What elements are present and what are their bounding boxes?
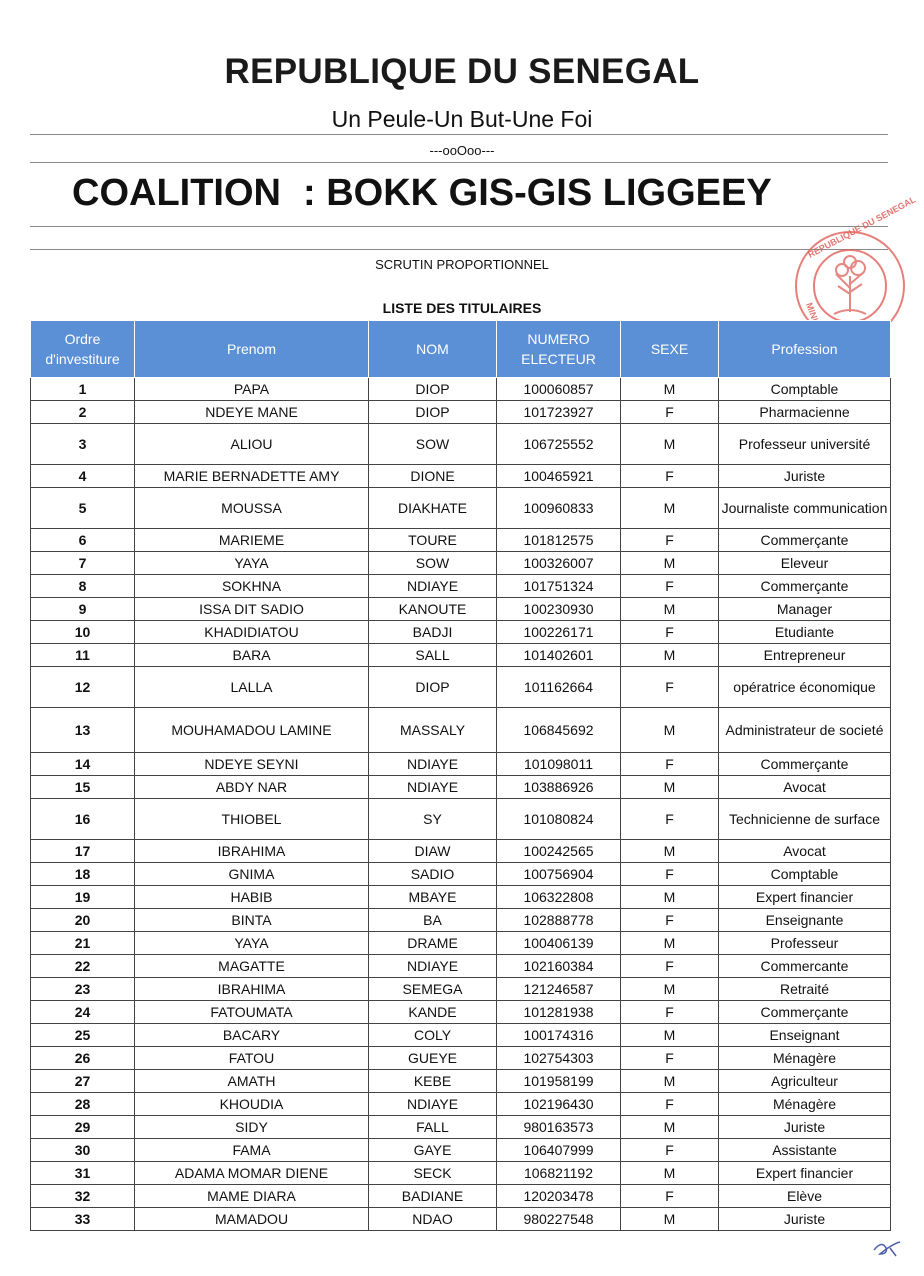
table-row bbox=[31, 667, 891, 708]
initials-mark bbox=[870, 1236, 906, 1258]
cell-sexe: M bbox=[621, 598, 719, 621]
cell-profession: Expert financier bbox=[719, 1162, 891, 1185]
cell-prenom: THIOBEL bbox=[135, 799, 369, 840]
cell-nom: FALL bbox=[369, 1116, 497, 1139]
table-row bbox=[31, 598, 891, 621]
cell-sexe: F bbox=[621, 1047, 719, 1070]
cell-profession: Ménagère bbox=[719, 1093, 891, 1116]
cell-prenom: PAPA bbox=[135, 378, 369, 401]
cell-sexe: M bbox=[621, 840, 719, 863]
table-row bbox=[31, 1139, 891, 1162]
cell-numero: 100406139 bbox=[497, 932, 621, 955]
cell-nom: SADIO bbox=[369, 863, 497, 886]
cell-ordre: 33 bbox=[31, 1208, 135, 1231]
cell-ordre: 23 bbox=[31, 978, 135, 1001]
table-row bbox=[31, 488, 891, 529]
cell-numero: 101098011 bbox=[497, 753, 621, 776]
cell-profession: Journaliste communication bbox=[719, 488, 891, 529]
cell-sexe: F bbox=[621, 753, 719, 776]
cell-sexe: F bbox=[621, 667, 719, 708]
cell-numero: 102196430 bbox=[497, 1093, 621, 1116]
cell-numero: 100960833 bbox=[497, 488, 621, 529]
cell-ordre: 27 bbox=[31, 1070, 135, 1093]
cell-numero: 101958199 bbox=[497, 1070, 621, 1093]
cell-profession: Avocat bbox=[719, 776, 891, 799]
cell-nom: BADJI bbox=[369, 621, 497, 644]
cell-ordre: 4 bbox=[31, 465, 135, 488]
cell-numero: 101812575 bbox=[497, 529, 621, 552]
cell-profession: Comptable bbox=[719, 378, 891, 401]
col-header-numero: NUMERO ELECTEUR bbox=[497, 321, 621, 378]
table-row bbox=[31, 1047, 891, 1070]
cell-prenom: IBRAHIMA bbox=[135, 840, 369, 863]
cell-prenom: KHOUDIA bbox=[135, 1093, 369, 1116]
cell-profession: Manager bbox=[719, 598, 891, 621]
cell-nom: BA bbox=[369, 909, 497, 932]
table-row bbox=[31, 644, 891, 667]
cell-numero: 102754303 bbox=[497, 1047, 621, 1070]
cell-sexe: F bbox=[621, 1139, 719, 1162]
cell-sexe: M bbox=[621, 378, 719, 401]
cell-sexe: F bbox=[621, 621, 719, 644]
cell-ordre: 25 bbox=[31, 1024, 135, 1047]
cell-sexe: F bbox=[621, 575, 719, 598]
cell-numero: 106821192 bbox=[497, 1162, 621, 1185]
cell-ordre: 6 bbox=[31, 529, 135, 552]
cell-ordre: 26 bbox=[31, 1047, 135, 1070]
cell-nom: NDIAYE bbox=[369, 1093, 497, 1116]
cell-sexe: F bbox=[621, 799, 719, 840]
cell-sexe: M bbox=[621, 1162, 719, 1185]
divider bbox=[30, 226, 888, 227]
cell-profession: Professeur université bbox=[719, 424, 891, 465]
cell-ordre: 12 bbox=[31, 667, 135, 708]
cell-profession: Agriculteur bbox=[719, 1070, 891, 1093]
scrutin-type: SCRUTIN PROPORTIONNEL bbox=[375, 257, 549, 272]
cell-profession: Juriste bbox=[719, 1208, 891, 1231]
cell-prenom: BARA bbox=[135, 644, 369, 667]
cell-prenom: FATOU bbox=[135, 1047, 369, 1070]
cell-prenom: ISSA DIT SADIO bbox=[135, 598, 369, 621]
cell-profession: Enseignant bbox=[719, 1024, 891, 1047]
cell-nom: NDIAYE bbox=[369, 753, 497, 776]
cell-ordre: 21 bbox=[31, 932, 135, 955]
cell-ordre: 17 bbox=[31, 840, 135, 863]
table-row bbox=[31, 621, 891, 644]
cell-numero: 101751324 bbox=[497, 575, 621, 598]
cell-prenom: NDEYE SEYNI bbox=[135, 753, 369, 776]
cell-nom: SOW bbox=[369, 424, 497, 465]
cell-sexe: M bbox=[621, 886, 719, 909]
cell-prenom: FAMA bbox=[135, 1139, 369, 1162]
cell-prenom: YAYA bbox=[135, 552, 369, 575]
cell-profession: Etudiante bbox=[719, 621, 891, 644]
coalition-name: : BOKK GIS-GIS LIGGEEY bbox=[302, 172, 772, 214]
table-row bbox=[31, 1070, 891, 1093]
cell-prenom: BINTA bbox=[135, 909, 369, 932]
cell-numero: 100060857 bbox=[497, 378, 621, 401]
table-row bbox=[31, 378, 891, 401]
list-title: LISTE DES TITULAIRES bbox=[382, 300, 542, 316]
cell-nom: DIAW bbox=[369, 840, 497, 863]
cell-profession: Commerçante bbox=[719, 575, 891, 598]
cell-numero: 103886926 bbox=[497, 776, 621, 799]
table-row bbox=[31, 863, 891, 886]
cell-prenom: FATOUMATA bbox=[135, 1001, 369, 1024]
cell-nom: TOURE bbox=[369, 529, 497, 552]
cell-prenom: BACARY bbox=[135, 1024, 369, 1047]
cell-nom: KANOUTE bbox=[369, 598, 497, 621]
cell-profession: Entrepreneur bbox=[719, 644, 891, 667]
cell-profession: Avocat bbox=[719, 840, 891, 863]
cell-sexe: F bbox=[621, 529, 719, 552]
table-row bbox=[31, 575, 891, 598]
table-row bbox=[31, 1024, 891, 1047]
cell-numero: 106407999 bbox=[497, 1139, 621, 1162]
cell-sexe: M bbox=[621, 1208, 719, 1231]
cell-ordre: 20 bbox=[31, 909, 135, 932]
col-header-prenom: Prenom bbox=[135, 321, 369, 378]
cell-sexe: M bbox=[621, 1024, 719, 1047]
table-row bbox=[31, 424, 891, 465]
cell-profession: Juriste bbox=[719, 465, 891, 488]
cell-sexe: F bbox=[621, 401, 719, 424]
table-row bbox=[31, 932, 891, 955]
cell-numero: 100242565 bbox=[497, 840, 621, 863]
cell-ordre: 3 bbox=[31, 424, 135, 465]
cell-numero: 100326007 bbox=[497, 552, 621, 575]
cell-prenom: YAYA bbox=[135, 932, 369, 955]
cell-profession: Technicienne de surface bbox=[719, 799, 891, 840]
cell-profession: Eleveur bbox=[719, 552, 891, 575]
cell-ordre: 10 bbox=[31, 621, 135, 644]
cell-sexe: M bbox=[621, 978, 719, 1001]
cell-profession: Assistante bbox=[719, 1139, 891, 1162]
cell-ordre: 16 bbox=[31, 799, 135, 840]
cell-prenom: IBRAHIMA bbox=[135, 978, 369, 1001]
cell-numero: 100756904 bbox=[497, 863, 621, 886]
cell-numero: 121246587 bbox=[497, 978, 621, 1001]
cell-nom: COLY bbox=[369, 1024, 497, 1047]
cell-prenom: MAMADOU bbox=[135, 1208, 369, 1231]
cell-prenom: HABIB bbox=[135, 886, 369, 909]
table-row bbox=[31, 1116, 891, 1139]
cell-sexe: M bbox=[621, 776, 719, 799]
cell-profession: Pharmacienne bbox=[719, 401, 891, 424]
divider bbox=[30, 249, 888, 250]
cell-nom: DIOP bbox=[369, 401, 497, 424]
cell-numero: 101080824 bbox=[497, 799, 621, 840]
cell-profession: Administrateur de societé bbox=[719, 708, 891, 753]
divider bbox=[30, 134, 888, 135]
cell-sexe: M bbox=[621, 1070, 719, 1093]
cell-numero: 980227548 bbox=[497, 1208, 621, 1231]
cell-nom: KANDE bbox=[369, 1001, 497, 1024]
cell-numero: 101402601 bbox=[497, 644, 621, 667]
table-row bbox=[31, 776, 891, 799]
cell-sexe: M bbox=[621, 424, 719, 465]
col-header-ordre: Ordre d'investiture bbox=[31, 321, 135, 378]
svg-text:REPUBLIQUE DU SENEGAL: REPUBLIQUE DU SENEGAL bbox=[806, 194, 918, 260]
cell-nom: DIOP bbox=[369, 667, 497, 708]
cell-prenom: ADAMA MOMAR DIENE bbox=[135, 1162, 369, 1185]
table-row bbox=[31, 978, 891, 1001]
separator-mark: ---ooOoo--- bbox=[429, 143, 495, 158]
coalition-heading bbox=[72, 172, 772, 215]
coalition-label: COALITION bbox=[72, 172, 281, 214]
table-row bbox=[31, 886, 891, 909]
table-row bbox=[31, 465, 891, 488]
cell-profession: Enseignante bbox=[719, 909, 891, 932]
cell-prenom: MARIE BERNADETTE AMY bbox=[135, 465, 369, 488]
cell-profession: Commercante bbox=[719, 955, 891, 978]
cell-profession: Commerçante bbox=[719, 529, 891, 552]
table-row bbox=[31, 799, 891, 840]
cell-ordre: 1 bbox=[31, 378, 135, 401]
col-header-profession: Profession bbox=[719, 321, 891, 378]
titulaires-table bbox=[30, 320, 891, 1231]
table-row bbox=[31, 955, 891, 978]
cell-ordre: 19 bbox=[31, 886, 135, 909]
cell-sexe: F bbox=[621, 465, 719, 488]
cell-numero: 101281938 bbox=[497, 1001, 621, 1024]
cell-profession: Retraité bbox=[719, 978, 891, 1001]
cell-ordre: 29 bbox=[31, 1116, 135, 1139]
cell-prenom: MAGATTE bbox=[135, 955, 369, 978]
cell-sexe: M bbox=[621, 1116, 719, 1139]
cell-nom: DIOP bbox=[369, 378, 497, 401]
cell-profession: Commerçante bbox=[719, 1001, 891, 1024]
cell-ordre: 30 bbox=[31, 1139, 135, 1162]
cell-ordre: 24 bbox=[31, 1001, 135, 1024]
divider bbox=[30, 162, 888, 163]
cell-numero: 980163573 bbox=[497, 1116, 621, 1139]
cell-prenom: MAME DIARA bbox=[135, 1185, 369, 1208]
cell-ordre: 8 bbox=[31, 575, 135, 598]
cell-sexe: F bbox=[621, 863, 719, 886]
cell-numero: 106725552 bbox=[497, 424, 621, 465]
cell-nom: KEBE bbox=[369, 1070, 497, 1093]
cell-numero: 120203478 bbox=[497, 1185, 621, 1208]
cell-numero: 101723927 bbox=[497, 401, 621, 424]
cell-profession: opératrice économique bbox=[719, 667, 891, 708]
cell-ordre: 22 bbox=[31, 955, 135, 978]
cell-nom: MASSALY bbox=[369, 708, 497, 753]
table-row bbox=[31, 1093, 891, 1116]
table-row bbox=[31, 529, 891, 552]
cell-prenom: MOUHAMADOU LAMINE bbox=[135, 708, 369, 753]
cell-prenom: SIDY bbox=[135, 1116, 369, 1139]
table-row bbox=[31, 1001, 891, 1024]
cell-nom: GAYE bbox=[369, 1139, 497, 1162]
cell-ordre: 28 bbox=[31, 1093, 135, 1116]
cell-ordre: 15 bbox=[31, 776, 135, 799]
cell-prenom: MOUSSA bbox=[135, 488, 369, 529]
cell-profession: Juriste bbox=[719, 1116, 891, 1139]
cell-sexe: F bbox=[621, 955, 719, 978]
cell-numero: 106845692 bbox=[497, 708, 621, 753]
cell-sexe: M bbox=[621, 552, 719, 575]
cell-prenom: ALIOU bbox=[135, 424, 369, 465]
cell-sexe: F bbox=[621, 1185, 719, 1208]
table-row bbox=[31, 753, 891, 776]
cell-sexe: F bbox=[621, 1001, 719, 1024]
cell-prenom: LALLA bbox=[135, 667, 369, 708]
cell-nom: SEMEGA bbox=[369, 978, 497, 1001]
cell-prenom: SOKHNA bbox=[135, 575, 369, 598]
cell-nom: NDIAYE bbox=[369, 575, 497, 598]
table-body bbox=[31, 378, 891, 1231]
cell-numero: 100226171 bbox=[497, 621, 621, 644]
cell-nom: GUEYE bbox=[369, 1047, 497, 1070]
cell-sexe: M bbox=[621, 708, 719, 753]
table-row bbox=[31, 1185, 891, 1208]
table-row bbox=[31, 708, 891, 753]
cell-numero: 102888778 bbox=[497, 909, 621, 932]
cell-prenom: NDEYE MANE bbox=[135, 401, 369, 424]
cell-ordre: 5 bbox=[31, 488, 135, 529]
cell-ordre: 7 bbox=[31, 552, 135, 575]
cell-numero: 102160384 bbox=[497, 955, 621, 978]
cell-profession: Commerçante bbox=[719, 753, 891, 776]
cell-profession: Ménagère bbox=[719, 1047, 891, 1070]
cell-sexe: M bbox=[621, 644, 719, 667]
cell-ordre: 14 bbox=[31, 753, 135, 776]
cell-nom: MBAYE bbox=[369, 886, 497, 909]
cell-nom: NDIAYE bbox=[369, 776, 497, 799]
table-header-row bbox=[31, 321, 891, 378]
cell-nom: DIONE bbox=[369, 465, 497, 488]
cell-numero: 101162664 bbox=[497, 667, 621, 708]
cell-prenom: MARIEME bbox=[135, 529, 369, 552]
national-motto: Un Peule-Un But-Une Foi bbox=[331, 106, 593, 132]
cell-profession: Expert financier bbox=[719, 886, 891, 909]
cell-prenom: ABDY NAR bbox=[135, 776, 369, 799]
cell-ordre: 31 bbox=[31, 1162, 135, 1185]
cell-ordre: 32 bbox=[31, 1185, 135, 1208]
cell-prenom: KHADIDIATOU bbox=[135, 621, 369, 644]
cell-nom: NDAO bbox=[369, 1208, 497, 1231]
cell-sexe: M bbox=[621, 932, 719, 955]
country-title: REPUBLIQUE DU SENEGAL bbox=[224, 52, 700, 91]
cell-ordre: 9 bbox=[31, 598, 135, 621]
cell-ordre: 13 bbox=[31, 708, 135, 753]
cell-numero: 100174316 bbox=[497, 1024, 621, 1047]
table-row bbox=[31, 909, 891, 932]
cell-nom: BADIANE bbox=[369, 1185, 497, 1208]
cell-prenom: GNIMA bbox=[135, 863, 369, 886]
table-row bbox=[31, 401, 891, 424]
cell-profession: Professeur bbox=[719, 932, 891, 955]
cell-sexe: F bbox=[621, 1093, 719, 1116]
cell-nom: SOW bbox=[369, 552, 497, 575]
table-row bbox=[31, 1162, 891, 1185]
cell-nom: SECK bbox=[369, 1162, 497, 1185]
cell-nom: SY bbox=[369, 799, 497, 840]
cell-nom: SALL bbox=[369, 644, 497, 667]
cell-numero: 100230930 bbox=[497, 598, 621, 621]
table-row bbox=[31, 840, 891, 863]
col-header-sexe: SEXE bbox=[621, 321, 719, 378]
cell-nom: NDIAYE bbox=[369, 955, 497, 978]
cell-nom: DIAKHATE bbox=[369, 488, 497, 529]
col-header-nom: NOM bbox=[369, 321, 497, 378]
cell-nom: DRAME bbox=[369, 932, 497, 955]
table-row bbox=[31, 1208, 891, 1231]
cell-profession: Elève bbox=[719, 1185, 891, 1208]
cell-ordre: 11 bbox=[31, 644, 135, 667]
cell-ordre: 2 bbox=[31, 401, 135, 424]
cell-sexe: F bbox=[621, 909, 719, 932]
cell-numero: 100465921 bbox=[497, 465, 621, 488]
cell-numero: 106322808 bbox=[497, 886, 621, 909]
table-row bbox=[31, 552, 891, 575]
cell-prenom: AMATH bbox=[135, 1070, 369, 1093]
cell-profession: Comptable bbox=[719, 863, 891, 886]
cell-sexe: M bbox=[621, 488, 719, 529]
cell-ordre: 18 bbox=[31, 863, 135, 886]
